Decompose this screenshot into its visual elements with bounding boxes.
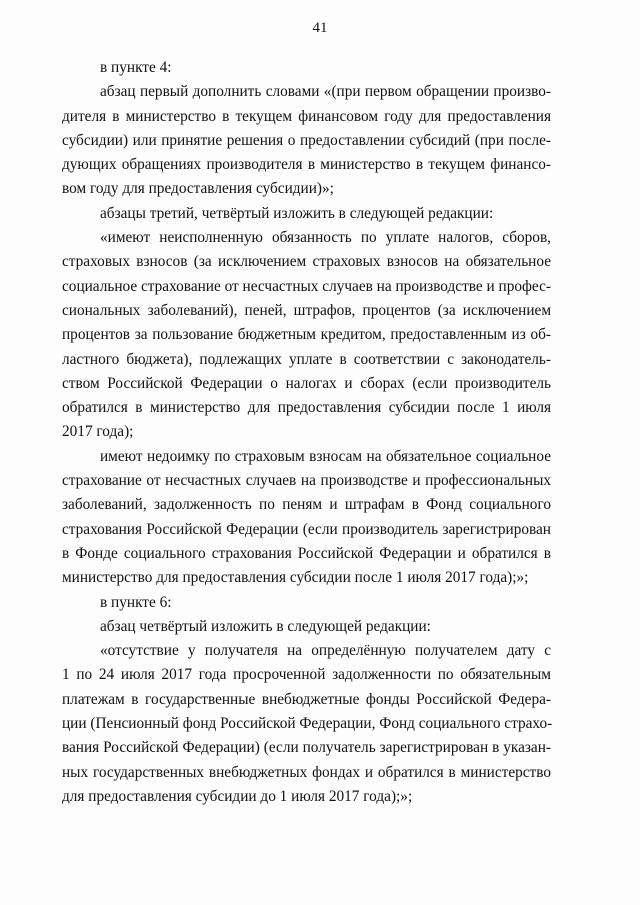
text-line: социальное страхование от несчастных случаев на производстве и профес- [62,277,551,295]
text-line: для предоставления субсидии до 1 июля 2017 года);»; [62,787,413,805]
text-line: процентов за пользование бюджетным кредитом, предоставленным из об- [62,326,551,344]
text-line: дителя в министерство в текущем финансовом году для предоставления [62,107,551,125]
text-line: страховых взносов (за исключением страховых взносов на обязательное [62,253,551,271]
text-line: страхования Российской Федерации (если производитель зарегистрирован [62,520,551,538]
text-line: ством Российской Федерации о налогах и сборах (если производитель [62,374,551,392]
text-line: 2017 года); [62,423,134,441]
text-line: министерство для предоставления субсидии после 1 июля 2017 года);»; [62,569,529,587]
page-number: 41 [312,20,328,36]
text-line: «отсутствие у получателя на определённую получателем дату с [100,642,551,660]
text-line: абзац четвёртый изложить в следующей редакции: [100,617,431,635]
text-line: ластного бюджета), подлежащих уплате в соответствии с законодатель- [62,350,551,368]
text-line: 1 по 24 июля 2017 года просроченной задолженности по обязательным [62,666,551,684]
text-line: платежам в государственные внебюджетные фонды Российской Федера- [62,690,551,708]
text-line: ных государственных внебюджетных фондах и обратился в министерство [62,763,551,781]
text-line: ции (Пенсионный фонд Российской Федерации, Фонд социального страхо- [62,715,553,733]
text-line: обратился в министерство для предоставления субсидии после 1 июля [62,399,551,417]
text-line: страхование от несчастных случаев на производстве и профессиональных [62,472,551,490]
text-line: в пункте 4: [100,59,172,76]
text-line: имеют недоимку по страховым взносам на обязательное социальное [100,447,551,465]
text-line: сиональных заболеваний), пеней, штрафов, процентов (за исключением [62,301,551,319]
text-line: в Фонде социального страхования Российской Федерации и обратился в [62,544,551,562]
text-line: абзац первый дополнить словами «(при первом обращении произво- [100,83,551,101]
text-line: вом году для предоставления субсидии)»; [62,180,334,198]
text-line: дующих обращениях производителя в министерство в текущем финансо- [62,156,551,174]
document-body [62,56,551,809]
text-line: вания Российской Федерации) (если получатель зарегистрирован в указан- [62,739,551,757]
text-line: «имеют неисполненную обязанность по уплате налогов, сборов, [100,229,551,247]
text-line: абзацы третий, четвёртый изложить в следующей редакции: [100,204,494,222]
text-line: заболеваний, задолженность по пеням и штрафам в Фонд социального [62,496,551,514]
text-line: субсидии) или принятие решения о предоставлении субсидий (при после- [62,131,551,149]
text-line: в пункте 6: [100,593,172,611]
